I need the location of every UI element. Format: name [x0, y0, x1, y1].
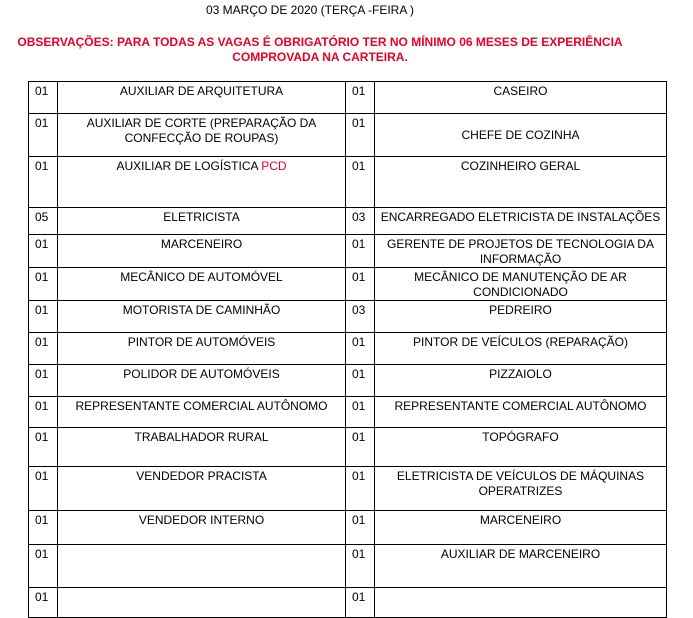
table-row	[29, 588, 667, 618]
left-job-title: VENDEDOR INTERNO	[58, 511, 346, 545]
left-quantity: 01	[29, 82, 58, 114]
table-row	[29, 365, 667, 397]
right-job-title: PINTOR DE VEÍCULOS (REPARAÇÃO)	[375, 333, 667, 365]
right-job-title: CASEIRO	[375, 82, 667, 114]
right-quantity: 01	[346, 467, 375, 511]
left-quantity: 01	[29, 365, 58, 397]
right-quantity: 03	[346, 301, 375, 333]
left-quantity: 01	[29, 588, 58, 618]
table-row	[29, 397, 667, 428]
right-quantity: 01	[346, 365, 375, 397]
left-job-title: PINTOR DE AUTOMÓVEIS	[58, 333, 346, 365]
left-quantity: 01	[29, 397, 58, 428]
right-job-title: ENCARREGADO ELETRICISTA DE INSTALAÇÕES	[375, 208, 667, 235]
observations-note	[0, 35, 640, 65]
table-row	[29, 467, 667, 511]
right-job-title: ELETRICISTA DE VEÍCULOS DE MÁQUINAS OPERATRIZES	[375, 467, 667, 511]
document-date: 03 MARÇO DE 2020 (TERÇA -FEIRA )	[205, 3, 415, 17]
table-row	[29, 114, 667, 157]
left-quantity: 01	[29, 301, 58, 333]
left-quantity: 01	[29, 545, 58, 588]
right-job-title: REPRESENTANTE COMERCIAL AUTÔNOMO	[375, 397, 667, 428]
left-job-title: AUXILIAR DE ARQUITETURA	[58, 82, 346, 114]
left-quantity: 01	[29, 235, 58, 268]
left-job-title: MECÂNICO DE AUTOMÓVEL	[58, 268, 346, 301]
right-quantity: 01	[346, 82, 375, 114]
left-quantity: 01	[29, 511, 58, 545]
left-job-title: MOTORISTA DE CAMINHÃO	[58, 301, 346, 333]
pcd-tag: PCD	[261, 159, 287, 173]
observations-line-2: COMPROVADA NA CARTEIRA.	[232, 50, 408, 64]
left-job-title: REPRESENTANTE COMERCIAL AUTÔNOMO	[58, 397, 346, 428]
left-job-title: AUXILIAR DE CORTE (PREPARAÇÃO DA CONFECÇÃO DE ROUPAS)	[58, 114, 346, 157]
table-row	[29, 157, 667, 208]
right-job-title: CHEFE DE COZINHA	[375, 114, 667, 157]
left-job-title: VENDEDOR PRACISTA	[58, 467, 346, 511]
right-job-title	[375, 588, 667, 618]
job-vacancies-table	[28, 81, 667, 618]
left-job-title: POLIDOR DE AUTOMÓVEIS	[58, 365, 346, 397]
right-quantity: 01	[346, 428, 375, 467]
right-job-title: PEDREIRO	[375, 301, 667, 333]
right-job-title: MARCENEIRO	[375, 511, 667, 545]
left-quantity: 01	[29, 428, 58, 467]
right-job-title: MECÂNICO DE MANUTENÇÃO DE AR CONDICIONADO	[375, 268, 667, 301]
right-quantity: 03	[346, 208, 375, 235]
left-job-title: TRABALHADOR RURAL	[58, 428, 346, 467]
right-job-title: PIZZAIOLO	[375, 365, 667, 397]
left-job-title-text: AUXILIAR DE LOGÍSTICA	[116, 159, 258, 173]
table-row	[29, 82, 667, 114]
left-job-title	[58, 545, 346, 588]
right-quantity: 01	[346, 235, 375, 268]
table-row	[29, 511, 667, 545]
left-quantity: 01	[29, 333, 58, 365]
left-quantity: 01	[29, 157, 58, 208]
right-quantity: 01	[346, 588, 375, 618]
left-job-title: MARCENEIRO	[58, 235, 346, 268]
left-quantity: 01	[29, 114, 58, 157]
left-job-title	[58, 588, 346, 618]
right-quantity: 01	[346, 545, 375, 588]
left-quantity: 01	[29, 268, 58, 301]
right-quantity: 01	[346, 397, 375, 428]
right-job-title: AUXILIAR DE MARCENEIRO	[375, 545, 667, 588]
right-job-title: GERENTE DE PROJETOS DE TECNOLOGIA DA INFORMAÇÃO	[375, 235, 667, 268]
right-quantity: 01	[346, 511, 375, 545]
table-row	[29, 235, 667, 268]
observations-line-1: OBSERVAÇÕES: PARA TODAS AS VAGAS É OBRIGATÓRIO TER NO MÍNIMO 06 MESES DE EXPERIÊNCIA	[17, 35, 623, 49]
table-row	[29, 333, 667, 365]
right-job-title: COZINHEIRO GERAL	[375, 157, 667, 208]
table-row	[29, 545, 667, 588]
right-quantity: 01	[346, 333, 375, 365]
table-row	[29, 208, 667, 235]
left-job-title: ELETRICISTA	[58, 208, 346, 235]
table-row	[29, 268, 667, 301]
left-quantity: 05	[29, 208, 58, 235]
left-job-title	[58, 157, 346, 208]
right-quantity: 01	[346, 268, 375, 301]
table-row	[29, 428, 667, 467]
left-quantity: 01	[29, 467, 58, 511]
right-job-title: TOPÓGRAFO	[375, 428, 667, 467]
right-quantity: 01	[346, 114, 375, 157]
table-row	[29, 301, 667, 333]
right-quantity: 01	[346, 157, 375, 208]
